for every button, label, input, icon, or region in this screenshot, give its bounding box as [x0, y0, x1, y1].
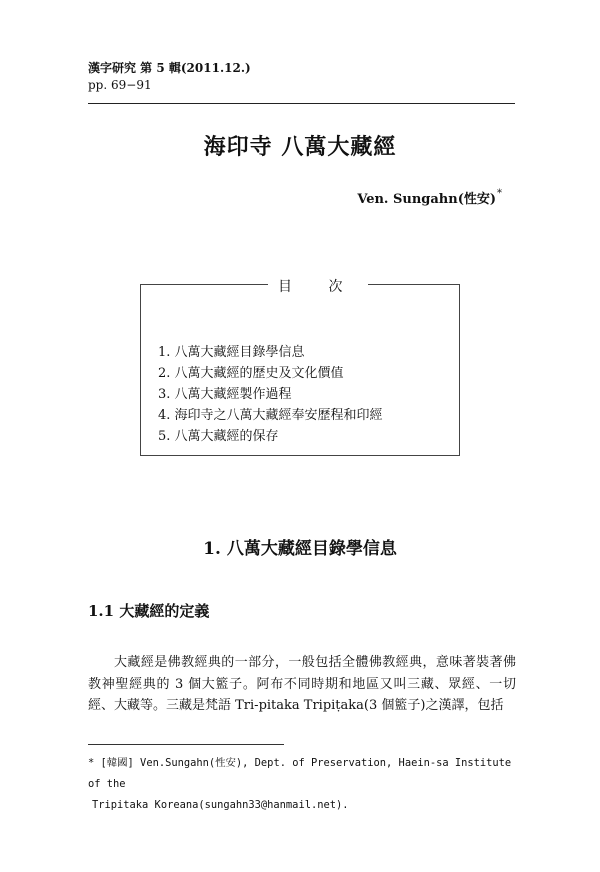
footnote-line: Tripitaka Koreana(sungahn33@hanmail.net).: [92, 799, 349, 811]
paper-title: 海印寺 八萬大藏經: [203, 134, 397, 160]
body-text: [88, 652, 516, 717]
toc-item[interactable]: 3. 八萬大藏經製作過程: [158, 387, 292, 402]
header-rule: [88, 103, 515, 104]
toc-item[interactable]: 5. 八萬大藏經的保存: [158, 429, 279, 444]
toc-item[interactable]: 2. 八萬大藏經的歷史及文化價值: [158, 366, 344, 381]
journal-title: 漢字研究 第 5 輯(2011.12.): [88, 61, 251, 75]
author: [357, 188, 502, 207]
paragraph: 大藏經是佛教經典的一部分，一般包括全體佛教經典，意味著裝著佛教神聖經典的 3 個大籃子。阿布不同時期和地區又叫三藏、眾經、一切經、大藏等。三藏是梵語 Tri-pitaka Tripiṭaka(3 個籃子)之漢譯，包括: [88, 655, 516, 713]
page-range: pp. 69−91: [88, 78, 152, 92]
toc-list: [158, 342, 383, 447]
toc-item[interactable]: 1. 八萬大藏經目錄學信息: [158, 345, 305, 360]
toc-heading: 目 次: [268, 276, 368, 296]
footnote: [88, 753, 528, 816]
toc-item[interactable]: 4. 海印寺之八萬大藏經奉安歷程和印經: [158, 408, 383, 423]
author-name: Ven. Sungahn(性安): [357, 192, 496, 207]
footnote-rule: [88, 744, 284, 745]
journal-header: [88, 60, 251, 94]
section-heading: 1. 八萬大藏經目錄學信息: [203, 539, 397, 559]
footnote-line: * [韓國] Ven.Sungahn(性安), Dept. of Preservation, Haein-sa Institute of the: [88, 757, 512, 790]
author-footnote-mark[interactable]: *: [497, 187, 502, 199]
subsection-heading: 1.1 大藏經的定義: [88, 602, 210, 620]
